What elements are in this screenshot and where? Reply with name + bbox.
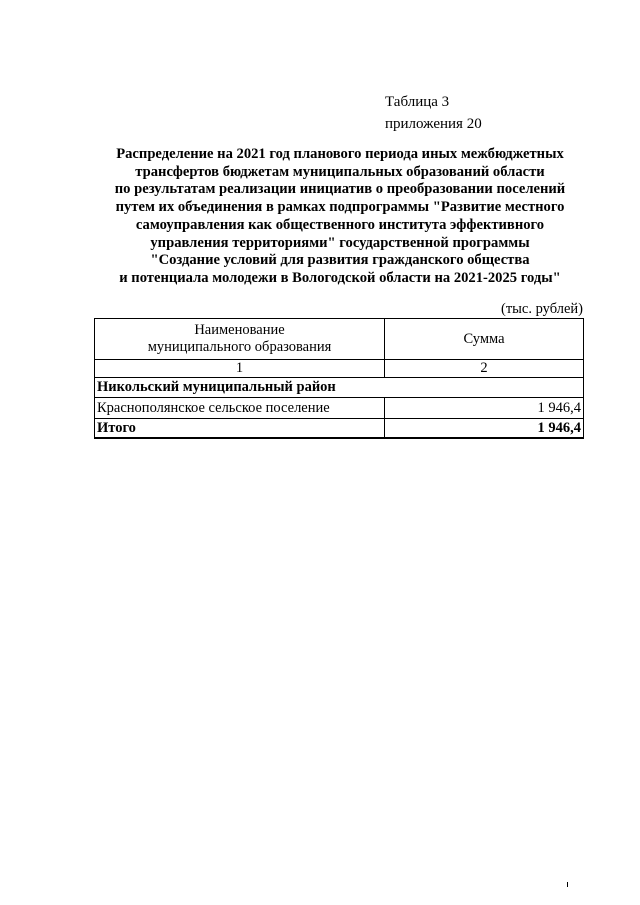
title-line: трансфертов бюджетам муниципальных образований области [135, 163, 545, 180]
header-name-line1: Наименование [194, 322, 285, 338]
table-header-row [95, 319, 584, 360]
appendix-number: приложения 20 [385, 116, 482, 132]
header-name-line2: муниципального образования [147, 339, 332, 355]
units-label: (тыс. рублей) [501, 301, 583, 317]
table-number: Таблица 3 [385, 94, 450, 110]
title-line: и потенциала молодежи в Вологодской области на 2021-2025 годы" [119, 269, 561, 286]
header-name [95, 319, 385, 360]
column-number: 2 [385, 360, 584, 378]
title-line: самоуправления как общественного института эффективного [135, 216, 545, 233]
column-number: 1 [95, 360, 385, 378]
distribution-table [94, 318, 584, 439]
document-title [90, 146, 590, 288]
total-label: Итого [95, 419, 385, 439]
total-amount: 1 946,4 [385, 419, 584, 439]
title-line: "Создание условий для развития гражданского общества [150, 252, 530, 269]
district-row [95, 378, 584, 398]
settlement-name: Краснополянское сельское поселение [95, 398, 385, 419]
table-row [95, 398, 584, 419]
district-name: Никольский муниципальный район [95, 378, 584, 398]
annex-label [385, 91, 482, 135]
header-amount: Сумма [385, 319, 584, 360]
title-line: Распределение на 2021 год планового периода иных межбюджетных [116, 146, 564, 162]
title-line: управления территориями" государственной программы [150, 234, 530, 251]
column-number-row [95, 360, 584, 378]
title-line: путем их объединения в рамках подпрограммы "Развитие местного [115, 199, 565, 216]
total-row [95, 419, 584, 439]
settlement-amount: 1 946,4 [385, 398, 584, 419]
title-line: по результатам реализации инициатив о преобразовании поселений [114, 181, 566, 198]
scan-mark [567, 882, 568, 887]
